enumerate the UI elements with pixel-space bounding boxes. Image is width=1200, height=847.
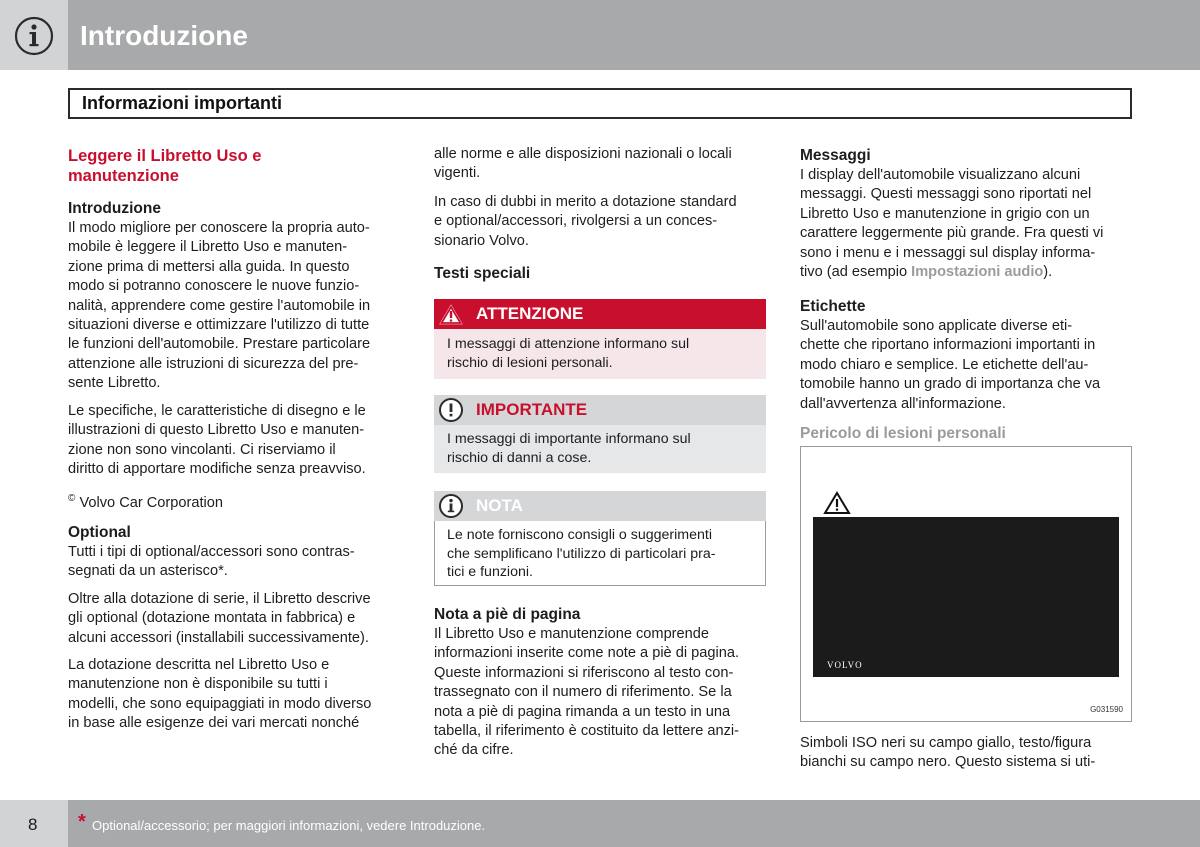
text-line: sente Libretto. — [68, 375, 161, 392]
optional-heading: Optional — [68, 524, 131, 541]
label-figure — [800, 446, 1132, 722]
text-line: Le specifiche, le caratteristiche di disegno e le — [68, 403, 366, 419]
nota-body — [434, 521, 766, 586]
info-circle-icon — [437, 493, 465, 519]
text-line: gli optional (dotazione montata in fabbrica) e — [68, 610, 356, 627]
iso-text — [800, 734, 1095, 773]
text-fragment: ). — [1043, 264, 1053, 281]
text-line: segnati da un asterisco*. — [68, 563, 228, 580]
page-number: 8 — [28, 815, 38, 834]
text-line: e optional/accessori, rivolgersi a un conces- — [434, 213, 718, 230]
text-line: Sull'automobile sono applicate diverse eti- — [800, 318, 1073, 334]
warning-label — [813, 487, 1119, 677]
main-heading-line-1: Leggere il Libretto Uso e — [68, 147, 262, 165]
text-line: informazioni inserite come note a piè di pagina. — [434, 645, 740, 662]
copyright-symbol: © — [68, 493, 76, 504]
messaggi-text — [800, 166, 1103, 282]
warning-triangle-icon — [437, 301, 465, 327]
text-line: alcuni accessori (installabili successivamente). — [68, 629, 369, 646]
text-line: I display dell'automobile visualizzano alcuni — [800, 167, 1081, 183]
figure-code: G031590 — [1090, 705, 1123, 714]
footnote-heading: Nota a piè di pagina — [434, 606, 581, 623]
text-line: tomobile hanno un grado di importanza che va — [800, 376, 1101, 393]
text-line: modelli, che sono equipaggiati in modo diverso — [68, 695, 372, 712]
footer-note: Optional/accessorio; per maggiori informazioni, vedere Introduzione. — [92, 818, 486, 833]
text-line — [800, 263, 1103, 282]
text-line: Le note forniscono consigli o suggerimenti — [447, 527, 712, 543]
text-line: Queste informazioni si riferiscono al testo con- — [434, 664, 734, 681]
text-line: messaggi. Questi messaggi sono riportati nel — [800, 186, 1092, 203]
text-line: zione prima di mettersi alla guida. In questo — [68, 258, 350, 275]
page-title: Introduzione — [80, 20, 248, 51]
text-line: rischio di lesioni personali. — [447, 354, 613, 371]
messaggi-heading: Messaggi — [800, 147, 871, 164]
attenzione-header — [434, 299, 766, 329]
text-line: le funzioni dell'automobile. Prestare particolare — [68, 336, 371, 353]
text-line: nota a piè di pagina rimanda a un testo in una — [434, 703, 731, 720]
attenzione-body — [434, 329, 766, 379]
text-line: Simboli ISO neri su campo giallo, testo/figura — [800, 735, 1092, 751]
text-line: chette che riportano informazioni importanti in — [800, 337, 1096, 354]
text-line: I messaggi di attenzione informano sul — [447, 336, 690, 352]
dubbi-text — [434, 193, 737, 251]
header-icon-box — [0, 0, 68, 70]
importante-body — [434, 425, 766, 473]
copyright — [68, 489, 223, 513]
optional-text — [68, 543, 355, 582]
text-line: carattere leggermente più grande. Fra questi vi — [800, 225, 1104, 242]
text-line: ché da cifre. — [434, 742, 514, 759]
copyright-text: Volvo Car Corporation — [79, 494, 224, 511]
text-line: manutenzione non è disponibile su tutti i — [68, 676, 328, 693]
intro-heading: Introduzione — [68, 200, 161, 217]
text-line: mobile è leggere il Libretto Uso e manuten- — [68, 239, 348, 256]
importante-text — [447, 430, 691, 467]
text-line: In caso di dubbi in merito a dotazione standard — [434, 194, 737, 210]
main-heading-line-2: manutenzione — [68, 167, 179, 185]
text-line: Il Libretto Uso e manutenzione comprende — [434, 626, 710, 642]
attenzione-title: ATTENZIONE — [476, 304, 584, 323]
text-line: Oltre alla dotazione di serie, il Libretto descrive — [68, 591, 371, 607]
etichette-text — [800, 317, 1100, 414]
text-line: sionario Volvo. — [434, 232, 529, 249]
section-title: Informazioni importanti — [82, 93, 282, 113]
footnote-text — [434, 625, 739, 761]
nota-title: NOTA — [476, 496, 523, 515]
text-line: alle norme e alle disposizioni nazionali o locali — [434, 146, 732, 162]
warning-triangle-icon — [823, 491, 851, 515]
text-line: Tutti i tipi di optional/accessori sono contras- — [68, 544, 355, 560]
importante-header — [434, 395, 766, 425]
text-line: in base alle esigenze dei vari mercati nonché — [68, 715, 360, 732]
text-line: illustrazioni di questo Libretto Uso e manuten- — [68, 422, 365, 439]
text-line: situazioni diverse e ottimizzare l'utilizzo di tutte — [68, 317, 370, 334]
text-line: vigenti. — [434, 165, 481, 182]
text-line: che semplificano l'utilizzo di particolari pra- — [447, 545, 716, 562]
dotazione-text — [68, 656, 371, 734]
text-line: Libretto Uso e manutenzione in grigio con un — [800, 205, 1090, 222]
text-line: diritto di apportare modifiche senza preavviso. — [68, 461, 366, 478]
importante-title: IMPORTANTE — [476, 400, 588, 419]
nota-text — [447, 526, 715, 582]
text-line: modo si potranno conoscere le nuove funzio- — [68, 278, 360, 295]
text-line: rischio di danni a cose. — [447, 449, 592, 466]
info-circle-icon — [0, 0, 68, 70]
text-line: trassegnato con il numero di riferimento. Se la — [434, 684, 732, 701]
nota-header — [434, 491, 766, 521]
text-line: dall'avvertenza all'informazione. — [800, 395, 1006, 412]
extra-text — [68, 590, 371, 648]
text-line: modo chiaro e semplice. Le etichette dell'au- — [800, 356, 1089, 373]
testi-heading: Testi speciali — [434, 265, 531, 282]
display-message-example: Impostazioni audio — [911, 264, 1044, 281]
pericolo-heading: Pericolo di lesioni personali — [800, 425, 1006, 442]
attenzione-text — [447, 335, 689, 372]
spec-text — [68, 402, 366, 480]
text-line: bianchi su campo nero. Questo sistema si uti- — [800, 754, 1096, 771]
text-line: tabella, il riferimento è costituito da lettere anzi- — [434, 723, 739, 740]
text-line: attenzione alle istruzioni di sicurezza del pre- — [68, 355, 359, 372]
text-line: Il modo migliore per conoscere la propria auto- — [68, 220, 370, 236]
intro-text — [68, 219, 370, 394]
footer-asterisk: * — [78, 811, 86, 833]
text-fragment: tivo (ad esempio — [800, 264, 912, 281]
warning-label-yellow-field — [813, 487, 1119, 517]
text-line: La dotazione descritta nel Libretto Uso e — [68, 657, 330, 673]
text-line: zione non sono vincolanti. Ci riserviamo il — [68, 441, 336, 458]
text-line: I messaggi di importante informano sul — [447, 431, 691, 447]
text-line: tici e funzioni. — [447, 564, 533, 580]
volvo-brand: VOLVO — [827, 660, 863, 670]
text-line: nalità, apprendere come gestire l'automobile in — [68, 297, 371, 314]
text-line: sono i menu e i messaggi sul display informa- — [800, 244, 1096, 261]
exclamation-circle-icon — [437, 397, 465, 423]
etichette-heading: Etichette — [800, 298, 866, 315]
continued-text — [434, 145, 732, 184]
